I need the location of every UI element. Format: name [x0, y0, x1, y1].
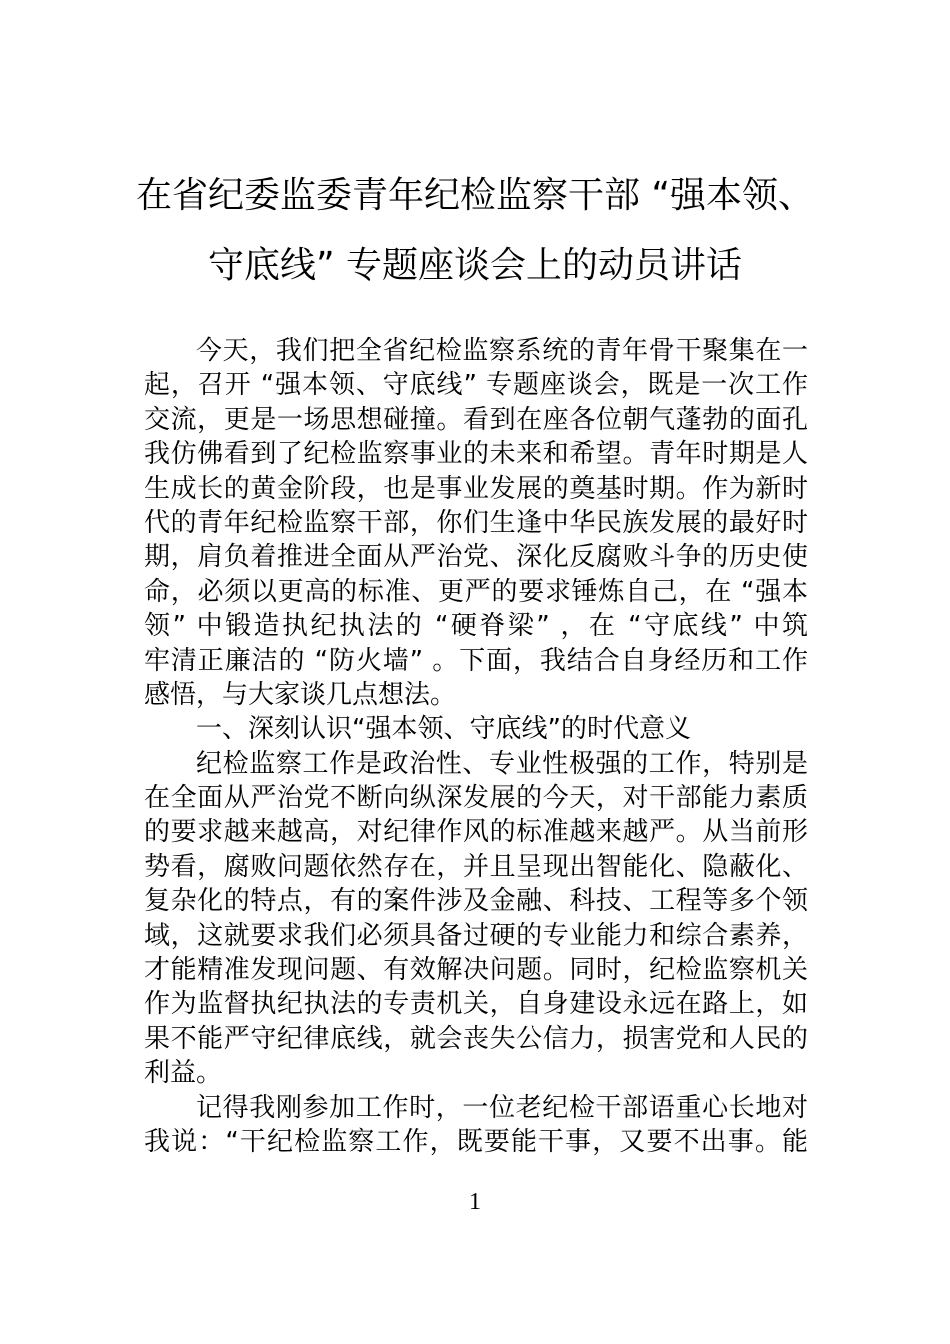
text-line: 复杂化的特点，有的案件涉及金融、科技、工程等多个领	[144, 886, 808, 917]
text-line: 牢清正廉洁的 “防火墙” 。下面，我结合自身经历和工作	[144, 645, 808, 676]
text-line: 生成长的黄金阶段，也是事业发展的奠基时期。作为新时	[144, 473, 808, 504]
section-heading: 一、深刻认识“强本领、守底线”的时代意义	[196, 714, 691, 745]
text-line: 交流，更是一场思想碰撞。看到在座各位朝气蓬勃的面孔	[144, 404, 808, 435]
document-body	[144, 334, 808, 1159]
text-line: 作为监督执纪执法的专责机关，自身建设永远在路上，如	[144, 989, 808, 1020]
text-line: 命，必须以更高的标准、更严的要求锤炼自己，在 “强本	[144, 576, 808, 607]
text-line: 在全面从严治党不断向纵深发展的今天，对干部能力素质	[144, 783, 808, 814]
text-line: 记得我刚参加工作时，一位老纪检干部语重心长地对	[196, 1092, 808, 1123]
text-line: 我仿佛看到了纪检监察事业的未来和希望。青年时期是人	[144, 439, 808, 470]
document-title-line-1: 在省纪委监委青年纪检监察干部 “强本领、	[135, 175, 815, 216]
text-line: 纪检监察工作是政治性、专业性极强的工作，特别是	[196, 748, 808, 779]
document-title-line-2: 守底线” 专题座谈会上的动员讲话	[207, 245, 743, 286]
text-line: 今天，我们把全省纪检监察系统的青年骨干聚集在一	[196, 336, 808, 366]
text-line: 域，这就要求我们必须具备过硬的专业能力和综合素养，	[144, 920, 808, 951]
text-line: 期，肩负着推进全面从严治党、深化反腐败斗争的历史使	[144, 542, 808, 573]
text-line: 感悟，与大家谈几点想法。	[144, 679, 457, 710]
text-line: 利益。	[144, 1058, 223, 1089]
text-line: 才能精准发现问题、有效解决问题。同时，纪检监察机关	[144, 955, 808, 986]
text-line: 领” 中锻造执纪执法的 “硬脊梁” ，在 “守底线” 中筑	[144, 611, 808, 642]
page-number: 1	[469, 1189, 481, 1215]
text-line: 果不能严守纪律底线，就会丧失公信力，损害党和人民的	[144, 1023, 808, 1054]
text-line: 代的青年纪检监察干部，你们生逢中华民族发展的最好时	[144, 507, 808, 538]
text-line: 起，召开 “强本领、守底线” 专题座谈会，既是一次工作	[144, 370, 808, 401]
text-line: 我说：“干纪检监察工作，既要能干事，又要不出事。能	[144, 1126, 808, 1157]
text-line: 的要求越来越高，对纪律作风的标准越来越严。从当前形	[144, 817, 808, 848]
text-line: 势看，腐败问题依然存在，并且呈现出智能化、隐蔽化、	[144, 851, 808, 882]
